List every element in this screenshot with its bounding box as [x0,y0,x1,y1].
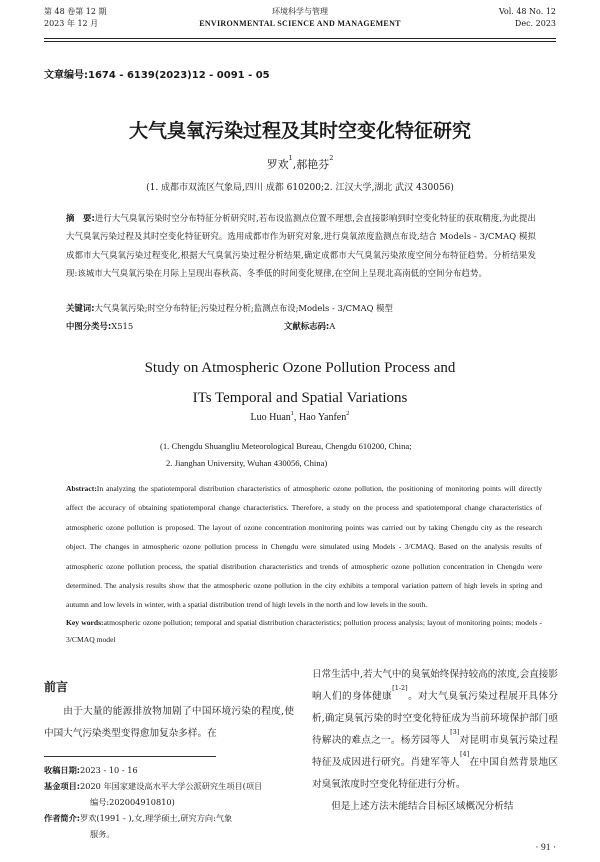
author-bio [44,810,294,826]
fund-info-cont: 编号:202004910810) [90,797,175,807]
affiliation-marker: 2 [346,410,350,417]
header-rule-thin [44,41,556,42]
chinese-title: 大气臭氧污染过程及其时空变化特征研究 [128,120,471,142]
date-en: Dec. 2023 [514,19,556,28]
header-right [499,6,556,30]
body-text: 对昆明市臭氧污染过程特征及成因进行研究。肖建军等人 [312,735,559,768]
date-cn: 2023 年 12 月 [44,19,99,28]
volume-issue-cn: 第 48 卷第 12 期 [44,7,107,16]
running-header [44,4,556,42]
affiliation-marker: 1 [290,410,295,417]
citation-marker: [3] [450,728,460,736]
abstract-label: 摘 要: [66,213,95,223]
body-text: 。对大气臭氧污染过程展开具体分析,确定臭氧污染的时空变化特征成为当前环境保护部门亟待解决的难点之一。杨芳园等人 [312,691,559,746]
header-rule-thick [44,38,556,39]
affiliation-marker: 2 [329,154,334,162]
chinese-authors [0,156,600,172]
received-value: 2023 - 10 - 16 [80,765,138,775]
abstract-label: Abstract: [66,484,97,493]
volume-issue-en: Vol. 48 No. 12 [498,7,556,16]
english-keywords [66,614,542,648]
journal-name-en: ENVIRONMENTAL SCIENCE AND MANAGEMENT [199,19,401,28]
english-title-line-2: ITs Temporal and Spatial Variations [192,390,408,406]
body-paragraph [312,664,558,796]
english-abstract [66,479,542,615]
author-separator: , [292,158,297,171]
author-name: 罗欢 [266,158,289,171]
citation-marker: [4] [460,750,470,758]
affiliation-marker: 1 [288,154,293,162]
section-heading: 前言 [44,680,69,694]
journal-name-cn: 环境科学与管理 [272,7,328,16]
author-name: Hao Yanfen [299,412,347,423]
footnote-rule [44,756,216,757]
author-separator: , [294,412,300,423]
body-text: 在中国自然背景地区对臭氧浓度时空变化特征进行分析。 [312,757,559,790]
keywords-text: atmospheric ozone pollution; temporal and spatial distribution characteristics; pollution process analysis; layout of monitoring points; models - 3/CMAQ model [66,618,542,644]
citation-marker: [1-2] [392,684,408,692]
body-left-column [44,664,294,745]
class-number-value: X515 [111,321,134,331]
abstract-text: In analyzing the spatiotemporal distribution characteristics of atmospheric ozone pollution, the positioning of monitoring points will directly affect the accuracy of obtaining spatiotemporal change characteristics. Therefore, a study on the process and spatiotemporal change characteristics of atmospheric ozone pollution is proposed. The layout of ozone concentration monitoring points was carried out by taking Chengdu city as the research object. The changes in atmospheric ozone pollution process in Chengdu were simulated using Models - 3/CMAQ. Based on the analysis results of atmospheric ozone pollution process, the spatial distribution characteristics and trends of atmospheric ozone pollution concentration in Chengdu were determined. The analysis results show that the atmospheric ozone pollution in the city exhibits a temporal variation pattern of high levels in spring and autumn and low levels in winter, with a spatial distribution trend of high levels in the north and low levels in the south. [66,484,542,610]
footnote-block [44,762,294,842]
document-code [284,319,335,333]
page-number: · 91 · [535,843,556,853]
english-affiliations [160,438,412,472]
keywords-label: Key words: [66,618,104,627]
fund-label: 基金项目: [44,781,81,791]
author-name: 郝艳芬 [296,158,330,171]
keywords-text: 大气臭氧污染;时空分布特征;污染过程分析;监测点布设;Models - 3/CMAQ 模型 [94,303,393,313]
classification-line [66,319,536,333]
body-paragraph: 但是上述方法未能结合目标区域概况分析结 [331,801,514,812]
received-date [44,762,294,778]
keywords-label: 关键词: [66,303,95,313]
chinese-affiliations: (1. 成都市双流区气象局,四川 成都 610200;2. 江汉大学,湖北 武汉 430056) [146,183,454,193]
author-bio-label: 作者简介: [44,813,81,823]
fund-value: 2020 年国家建设高水平大学公派研究生项目(项目 [80,781,263,791]
body-paragraph: 由于大量的能源排放物加剧了中国环境污染的程度,使中国大气污染类型变得愈加复杂多样。在 [44,706,294,739]
abstract-text: 进行大气臭氧污染时空分布特征分析研究时,若布设监测点位置不理想,会直接影响到时空变化特征的获取精度,为此提出大气臭氧污染过程及其时空变化特征研究。选用成都市作为研究对象,进行臭氧浓度监测点布设,结合 Models - 3/CMAQ 模拟成都市大气臭氧污染过程变化,根据大气臭氧污染过程分析结果,确定成都市大气臭氧污染浓度空间分布特征趋势。分析结果发现:该城市大气臭氧污染在月际上呈现出春秋高、冬季低的时间变化规律,在空间上呈现北高南低的空间分布趋势。 [66,213,536,278]
author-bio-value: 罗欢(1991 - ),女,理学硕士,研究方向:气象 [80,813,233,823]
document-code-value: A [329,321,336,331]
english-authors [0,412,600,423]
received-label: 收稿日期: [44,765,81,775]
fund-info [44,778,294,794]
body-right-column [312,664,558,818]
body-text: 日常生活中,若大气中的臭氧始终保持较高的浓度,会直接影响人们的身体健康 [312,669,558,702]
english-affiliation-1: (1. Chengdu Shuangliu Meteorological Bureau, Chengdu 610200, China; [160,441,412,451]
article-number: 文章编号:1674 - 6139(2023)12 - 0091 - 05 [44,70,270,81]
english-title [0,356,600,410]
chinese-keywords [66,301,536,315]
document-code-label: 文献标志码: [284,321,330,331]
english-affiliation-2: 2. Jianghan University, Wuhan 430056, China) [166,458,328,468]
english-title-line-1: Study on Atmospheric Ozone Pollution Process and [144,360,456,376]
author-name: Luo Huan [250,412,291,423]
header-center [44,6,556,30]
chinese-abstract [66,209,536,282]
class-number-label: 中图分类号: [66,321,112,331]
author-bio-cont: 服务。 [90,829,115,839]
